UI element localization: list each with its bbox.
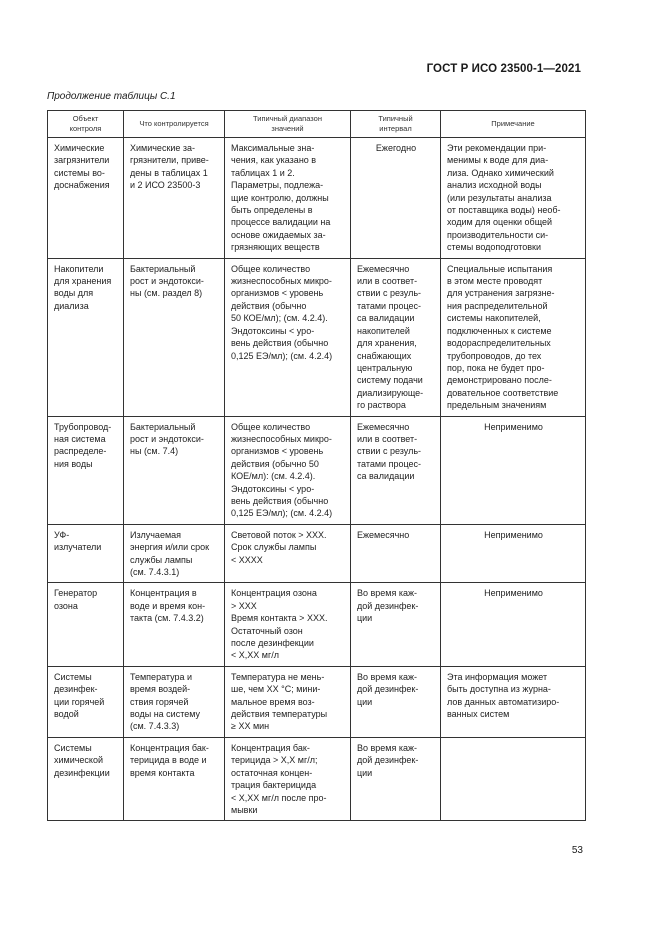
column-header-object: Объект контроля <box>48 111 124 138</box>
table-cell: Общее количество жизнеспособных микро- организмов < уровень действия (обычно 50 КОЕ/мл); (см. 4.2.4). Эндотоксины < уро- вень действия (обычно 0,125 ЕЭ/мл); (см. 4.2.4) <box>225 258 351 416</box>
table-cell: Световой поток > ХХХ. Срок службы лампы < ХХХХ <box>225 524 351 583</box>
table-cell: Концентрация бак- терицида в воде и время контакта <box>124 737 225 820</box>
table-row <box>48 737 586 820</box>
table-cell: Ежемесячно <box>351 524 441 583</box>
document-header: ГОСТ Р ИСО 23500-1—2021 <box>426 63 581 75</box>
table-cell: Во время каж- дой дезинфек- ции <box>351 666 441 737</box>
table-cell: Температура и время воздей- ствия горячей воды на систему (см. 7.4.3.3) <box>124 666 225 737</box>
table-cell: Генератор озона <box>48 583 124 666</box>
table-cell <box>441 737 586 820</box>
column-header-interval: Типичный интервал <box>351 111 441 138</box>
table-cell: Концентрация озона > ХХХ Время контакта > ХХХ. Остаточный озон после дезинфекции < Х,ХХ мг/л <box>225 583 351 666</box>
table-cell: Специальные испытания в этом месте проводят для устранения загрязне- ния распределительной системы накопителей, подключенных к системе водораспределительных трубопроводов, до тех пор, пока не будет про- демонстрировано после- довательное соответствие предельным значениям <box>441 258 586 416</box>
column-header-note: Примечание <box>441 111 586 138</box>
table-cell: Во время каж- дой дезинфек- ции <box>351 737 441 820</box>
table-cell: Температура не мень- ше, чем ХХ °С; мини- мальное время воз- действия температуры ≥ ХХ мин <box>225 666 351 737</box>
table-header-row <box>48 111 586 138</box>
table-cell: Накопители для хранения воды для диализа <box>48 258 124 416</box>
table-cell: Химические загрязнители системы во- доснабжения <box>48 138 124 259</box>
table-cell: Эти рекомендации при- менимы к воде для диа- лиза. Однако химический анализ исходной воды (или результаты анализа от поставщика воды) необ- ходим для оценки общей производительности си- стемы водоподготовки <box>441 138 586 259</box>
table-cell: Излучаемая энергия и/или срок службы лампы (см. 7.4.3.1) <box>124 524 225 583</box>
table-cell: Максимальные зна- чения, как указано в таблицах 1 и 2. Параметры, подлежа- щие контролю, должны быть определены в процессе валидации на основе ожидаемых за- грязняющих веществ <box>225 138 351 259</box>
table-cell: Бактериальный рост и эндотокси- ны (см. 7.4) <box>124 416 225 524</box>
table-cell: Неприменимо <box>441 583 586 666</box>
table-cell: Ежемесячно или в соответ- ствии с резуль- татами процес- са валидации <box>351 416 441 524</box>
table-cell: Системы химической дезинфекции <box>48 737 124 820</box>
table-cell: УФ- излучатели <box>48 524 124 583</box>
table-cell: Общее количество жизнеспособных микро- организмов < уровень действия (обычно 50 КОЕ/мл): (см. 4.2.4). Эндотоксины < уро- вень действия (обычно 0,125 ЕЭ/мл); (см. 4.2.4) <box>225 416 351 524</box>
table-cell: Ежегодно <box>351 138 441 259</box>
table-caption: Продолжение таблицы С.1 <box>47 91 176 102</box>
table-cell: Бактериальный рост и эндотокси- ны (см. раздел 8) <box>124 258 225 416</box>
table-cell: Неприменимо <box>441 416 586 524</box>
table-cell: Концентрация в воде и время кон- такта (см. 7.4.3.2) <box>124 583 225 666</box>
table-cell: Химические за- грязнители, приве- дены в таблицах 1 и 2 ИСО 23500-3 <box>124 138 225 259</box>
table-row <box>48 666 586 737</box>
table-row <box>48 583 586 666</box>
table-cell: Эта информация может быть доступна из журна- лов данных автоматизиро- ванных систем <box>441 666 586 737</box>
table-row <box>48 258 586 416</box>
table-row <box>48 416 586 524</box>
table-cell: Трубопровод- ная система распределе- ния воды <box>48 416 124 524</box>
column-header-what: Что контролируется <box>124 111 225 138</box>
table-row <box>48 524 586 583</box>
page-number: 53 <box>571 845 583 856</box>
table-cell: Во время каж- дой дезинфек- ции <box>351 583 441 666</box>
table-row <box>48 138 586 259</box>
table-cell: Ежемесячно или в соответ- ствии с резуль- татами процес- са валидации накопителей для хранения, снабжающих центральную систему подачи диализирующе- го раствора <box>351 258 441 416</box>
table-cell: Концентрация бак- терицида > Х,Х мг/л; остаточная концен- трация бактерицида < Х,ХХ мг/л после про- мывки <box>225 737 351 820</box>
table-cell: Неприменимо <box>441 524 586 583</box>
monitoring-table <box>47 110 586 821</box>
table-cell: Системы дезинфек- ции горячей водой <box>48 666 124 737</box>
column-header-range: Типичный диапазон значений <box>225 111 351 138</box>
